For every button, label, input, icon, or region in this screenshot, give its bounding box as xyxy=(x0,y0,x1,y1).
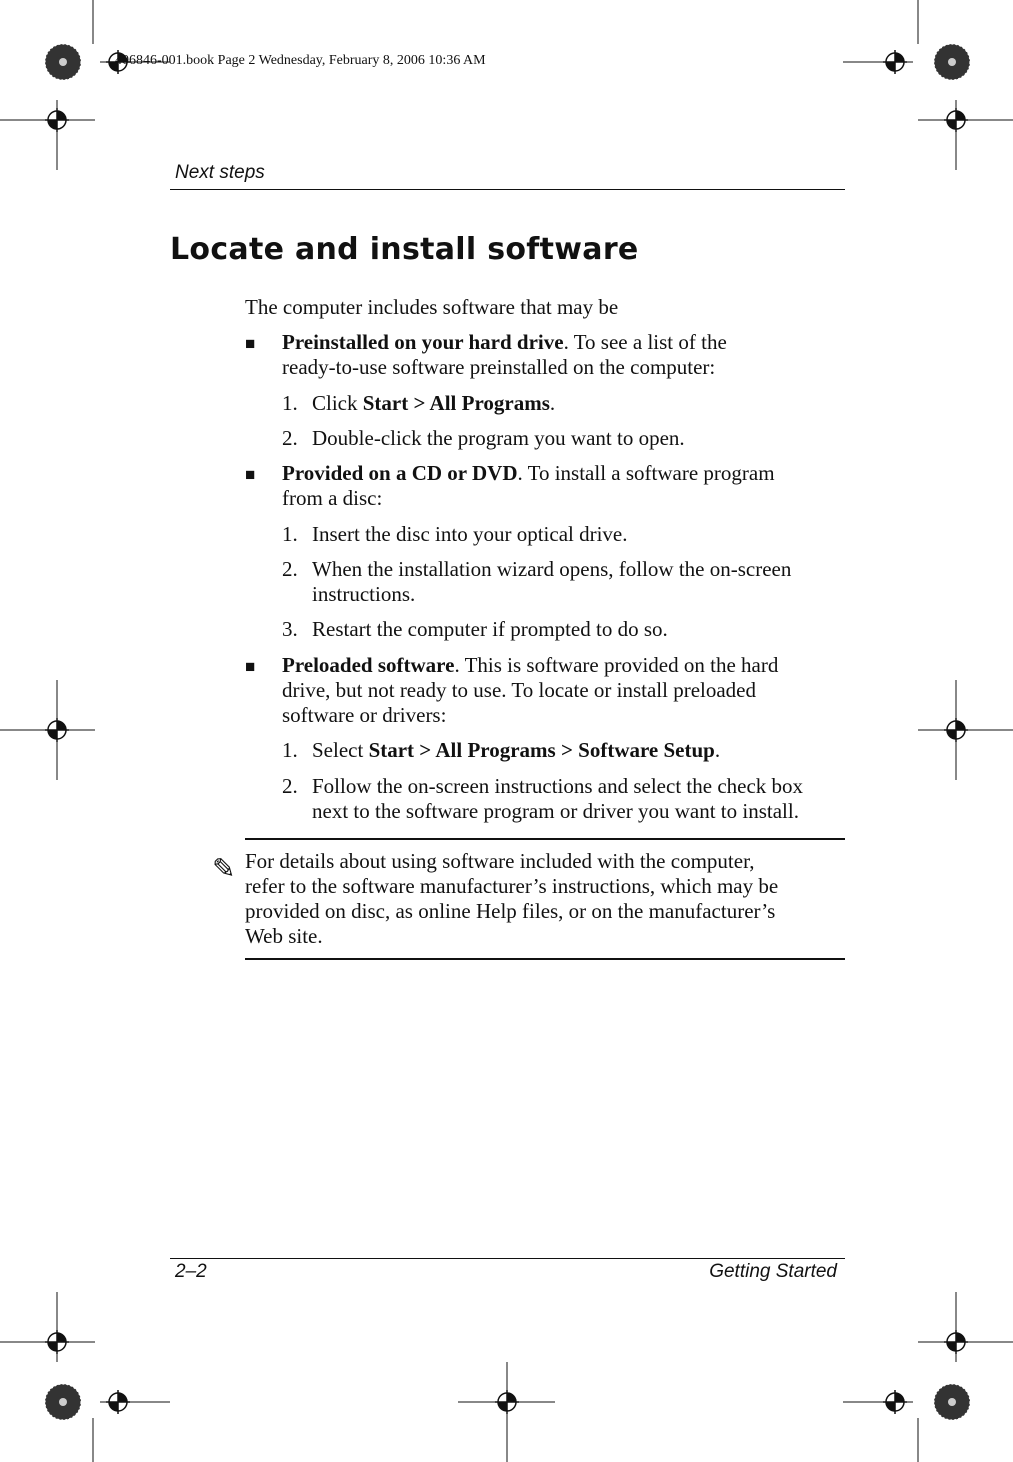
section-2-lead: Provided on a CD or DVD. To install a software program xyxy=(282,461,775,485)
section-3-lead: Preloaded software. This is software provided on the hard xyxy=(282,653,779,677)
note-rule-top xyxy=(245,838,845,840)
book-title: Getting Started xyxy=(709,1261,837,1282)
footer-rule xyxy=(170,1258,845,1259)
section-2-step-1: Insert the disc into your optical drive. xyxy=(312,522,628,546)
step-number: 2. xyxy=(282,774,298,798)
step-number: 1. xyxy=(282,391,298,415)
header-rule xyxy=(170,189,845,190)
note-line-3: provided on disc, as online Help files, or on the manufacturer’s xyxy=(245,899,776,923)
note-line-2: refer to the software manufacturer’s instructions, which may be xyxy=(245,874,779,898)
section-3-line-2: software or drivers: xyxy=(282,703,447,727)
step-number: 1. xyxy=(282,738,298,762)
step-number: 3. xyxy=(282,617,298,641)
section-2-line: from a disc: xyxy=(282,486,383,510)
step-number: 2. xyxy=(282,426,298,450)
page-title: Locate and install software xyxy=(170,232,639,267)
page-number: 2–2 xyxy=(175,1261,207,1282)
bullet-icon: ■ xyxy=(245,334,256,353)
section-2-step-2-cont: instructions. xyxy=(312,582,416,606)
section-1-line: ready-to-use software preinstalled on the computer: xyxy=(282,355,716,379)
print-slug: 406846-001.book Page 2 Wednesday, February 8, 2006 10:36 AM xyxy=(115,53,486,68)
note-line-4: Web site. xyxy=(245,924,323,948)
pencil-icon: ✎ xyxy=(212,852,236,885)
bullet-icon: ■ xyxy=(245,657,256,676)
section-1-step-1: Click Start > All Programs. xyxy=(312,391,556,415)
section-3-step-2: Follow the on-screen instructions and select the check box xyxy=(312,774,804,798)
section-3-step-2-cont: next to the software program or driver you want to install. xyxy=(312,799,799,823)
intro-paragraph: The computer includes software that may be xyxy=(245,295,619,319)
section-2-step-2: When the installation wizard opens, follow the on-screen xyxy=(312,557,792,581)
bullet-icon: ■ xyxy=(245,465,256,484)
running-head: Next steps xyxy=(175,162,265,183)
section-1-lead: Preinstalled on your hard drive. To see a list of the xyxy=(282,330,727,354)
step-number: 2. xyxy=(282,557,298,581)
step-number: 1. xyxy=(282,522,298,546)
section-1-step-2: Double-click the program you want to open. xyxy=(312,426,685,450)
note-line-1: For details about using software included with the computer, xyxy=(245,849,755,873)
section-3-line-1: drive, but not ready to use. To locate or install preloaded xyxy=(282,678,757,702)
note-rule-bottom xyxy=(245,958,845,960)
section-3-step-1: Select Start > All Programs > Software Setup. xyxy=(312,738,721,762)
section-2-step-3: Restart the computer if prompted to do so. xyxy=(312,617,668,641)
